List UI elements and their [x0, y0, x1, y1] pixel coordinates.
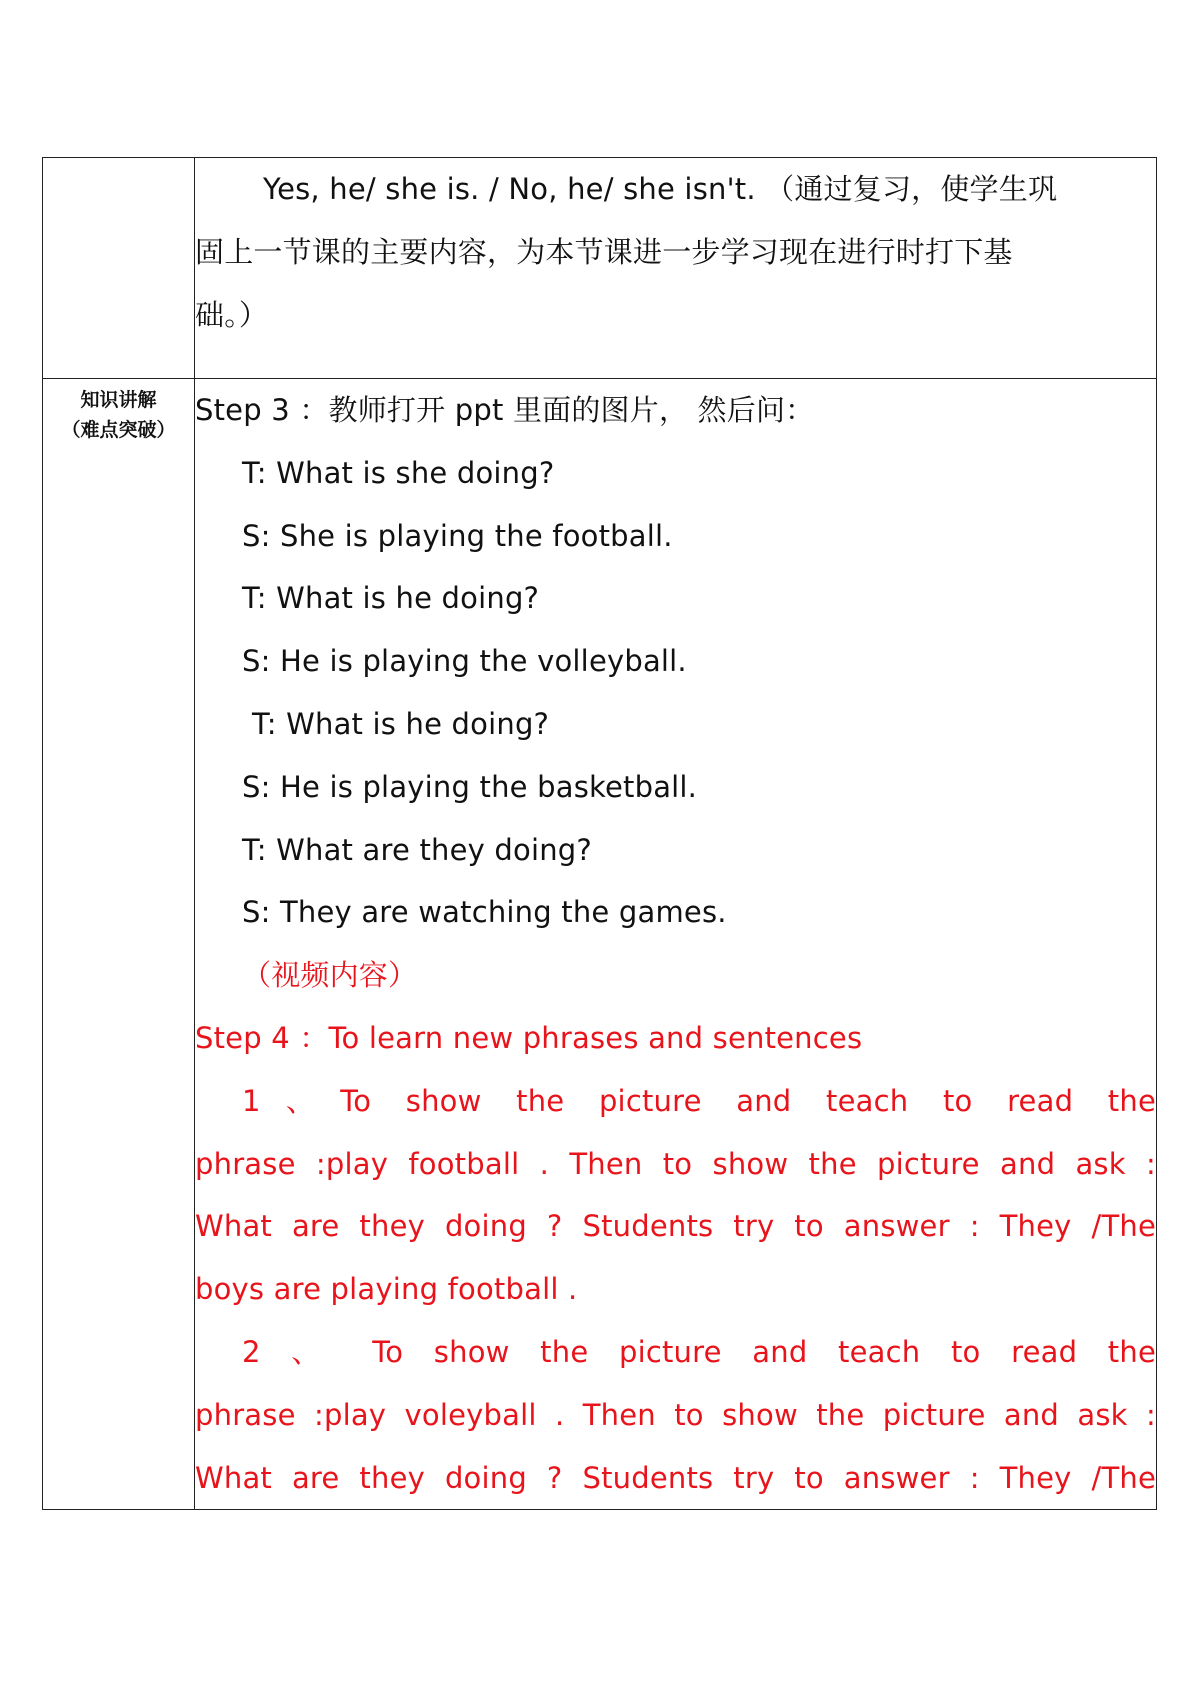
- row-content-cell: [195, 379, 1157, 1510]
- review-line-2: 固上一节课的主要内容，为本节课进一步学习现在进行时打下基: [195, 234, 1013, 269]
- item2-line-1: 2 、 To show the picture and teach to read the: [242, 1334, 1156, 1369]
- dialogue-line: T: What is he doing?: [242, 581, 540, 616]
- section-label-line-2: （难点突破）: [61, 419, 176, 441]
- review-line-1: Yes, he/ she is. / No, he/ she isn't. （通过复习，使学生巩: [263, 172, 1058, 206]
- table-row: [43, 379, 1157, 1510]
- dialogue-line: T: What is he doing?: [252, 706, 550, 741]
- review-line-3: 础。）: [195, 297, 269, 332]
- dialogue-line: S: He is playing the volleyball.: [242, 644, 687, 679]
- item1-line-4: boys are playing football .: [195, 1272, 578, 1307]
- step4-heading: Step 4 ：To learn new phrases and sentences: [195, 1020, 863, 1055]
- row-content-cell: [195, 158, 1157, 379]
- table-row: [43, 158, 1157, 379]
- video-note: （视频内容）: [242, 958, 418, 993]
- dialogue-line: T: What are they doing?: [242, 832, 593, 867]
- row-label-cell: [43, 379, 195, 1510]
- lesson-plan-table: [42, 157, 1157, 1510]
- item1-line-1: 1、To show the picture and teach to read the: [242, 1083, 1156, 1118]
- item2-line-3: What are they doing ? Students try to answer : They /The: [195, 1460, 1156, 1495]
- dialogue-line: S: They are watching the games.: [242, 895, 727, 930]
- row-label: [43, 158, 194, 164]
- item2-line-2: phrase :play voleyball . Then to show the picture and ask :: [195, 1397, 1156, 1432]
- step3-heading: Step 3 ：教师打开 ppt 里面的图片， 然后问：: [195, 393, 815, 427]
- dialogue-line: S: She is playing the football.: [242, 518, 673, 553]
- dialogue-line: S: He is playing the basketball.: [242, 769, 698, 804]
- dialogue-line: T: What is she doing?: [242, 455, 555, 490]
- row-label-cell: [43, 158, 195, 379]
- item1-line-3: What are they doing ? Students try to answer : They /The: [195, 1209, 1156, 1244]
- item1-line-2: phrase :play football . Then to show the picture and ask :: [195, 1146, 1156, 1181]
- section-label-line-1: 知识讲解: [80, 389, 157, 411]
